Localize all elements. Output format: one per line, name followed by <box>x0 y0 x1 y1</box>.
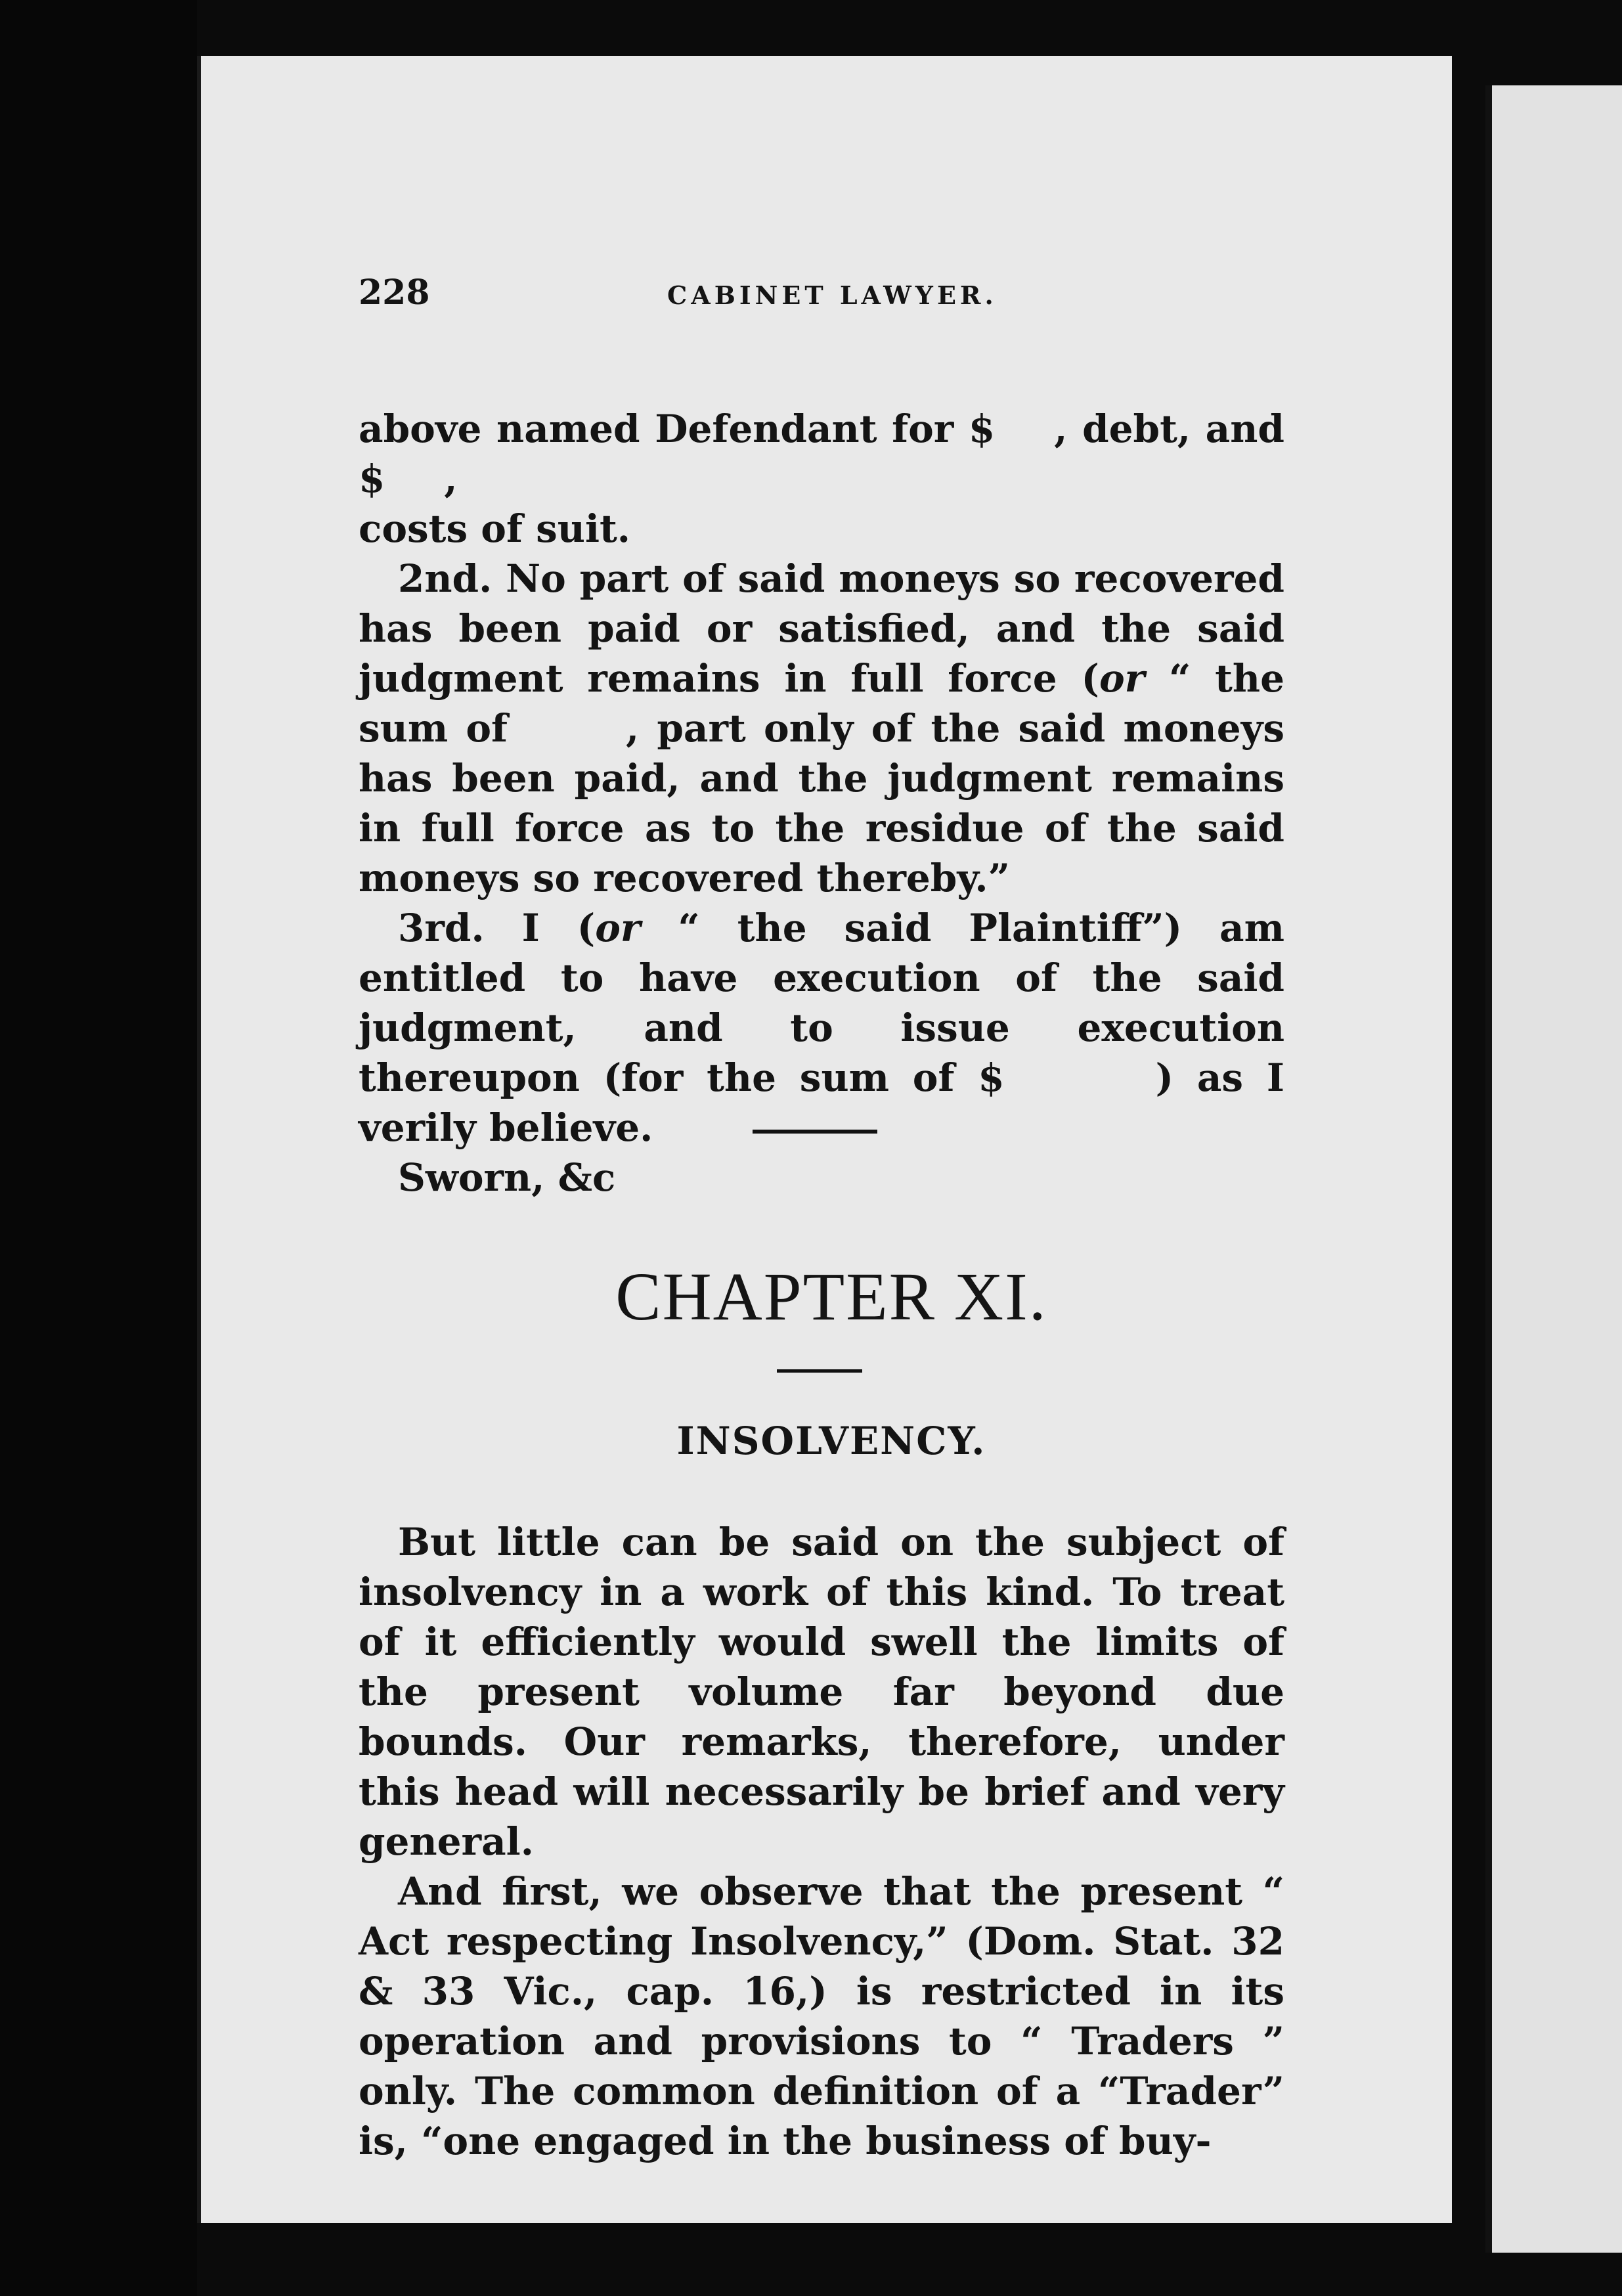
running-title: CABINET LAWYER. <box>667 280 997 310</box>
section-divider-rule <box>753 1130 877 1134</box>
book-page <box>197 56 1452 2223</box>
affidavit-line-1: above named Defendant for $ , debt, and $ , <box>359 407 1284 501</box>
section-title: INSOLVENCY. <box>676 1419 986 1463</box>
adjacent-page-edge <box>1485 85 1622 2253</box>
running-head <box>359 273 1304 325</box>
affidavit-text <box>359 404 1284 1203</box>
affidavit-para-3rd: 3rd. I (or “ the said Plaintiff”) am entitled to have execution of the said judgment, and to issue execution thereupon (for the sum of $ ) as I verily believe. <box>359 906 1285 1150</box>
chapter-heading: CHAPTER XI. <box>615 1259 1047 1335</box>
affidavit-sworn: Sworn, &c <box>398 1155 616 1200</box>
chapter-text <box>359 1517 1284 2166</box>
affidavit-para-2nd: 2nd. No part of said moneys so recovered has been paid or satisfied, and the said judgment remains in full force (or “ the sum of , part only of the said moneys has been paid, and the judgment remains in full force as to the residue of the said moneys so recovered thereby.” <box>359 556 1285 900</box>
chapter-divider-rule <box>777 1369 862 1373</box>
affidavit-line-2: costs of suit. <box>359 506 630 551</box>
chapter-paragraph-2: And first, we observe that the present “ Act respecting Insolvency,” (Dom. Stat. 32 & 33 Vic., cap. 16,) is restricted in its operation and provisions to “ Traders ” only. The common definition of a “Trader” is, “one engaged in the business of buy- <box>359 1869 1284 2163</box>
chapter-paragraph-1: But little can be said on the subject of insolvency in a work of this kind. To treat of it efficiently would swell the limits of the present volume far beyond due bounds. Our remarks, therefore, under this head will necessarily be brief and very general. <box>359 1520 1284 1864</box>
scan-left-edge <box>0 0 197 2296</box>
page-number: 228 <box>359 273 430 313</box>
